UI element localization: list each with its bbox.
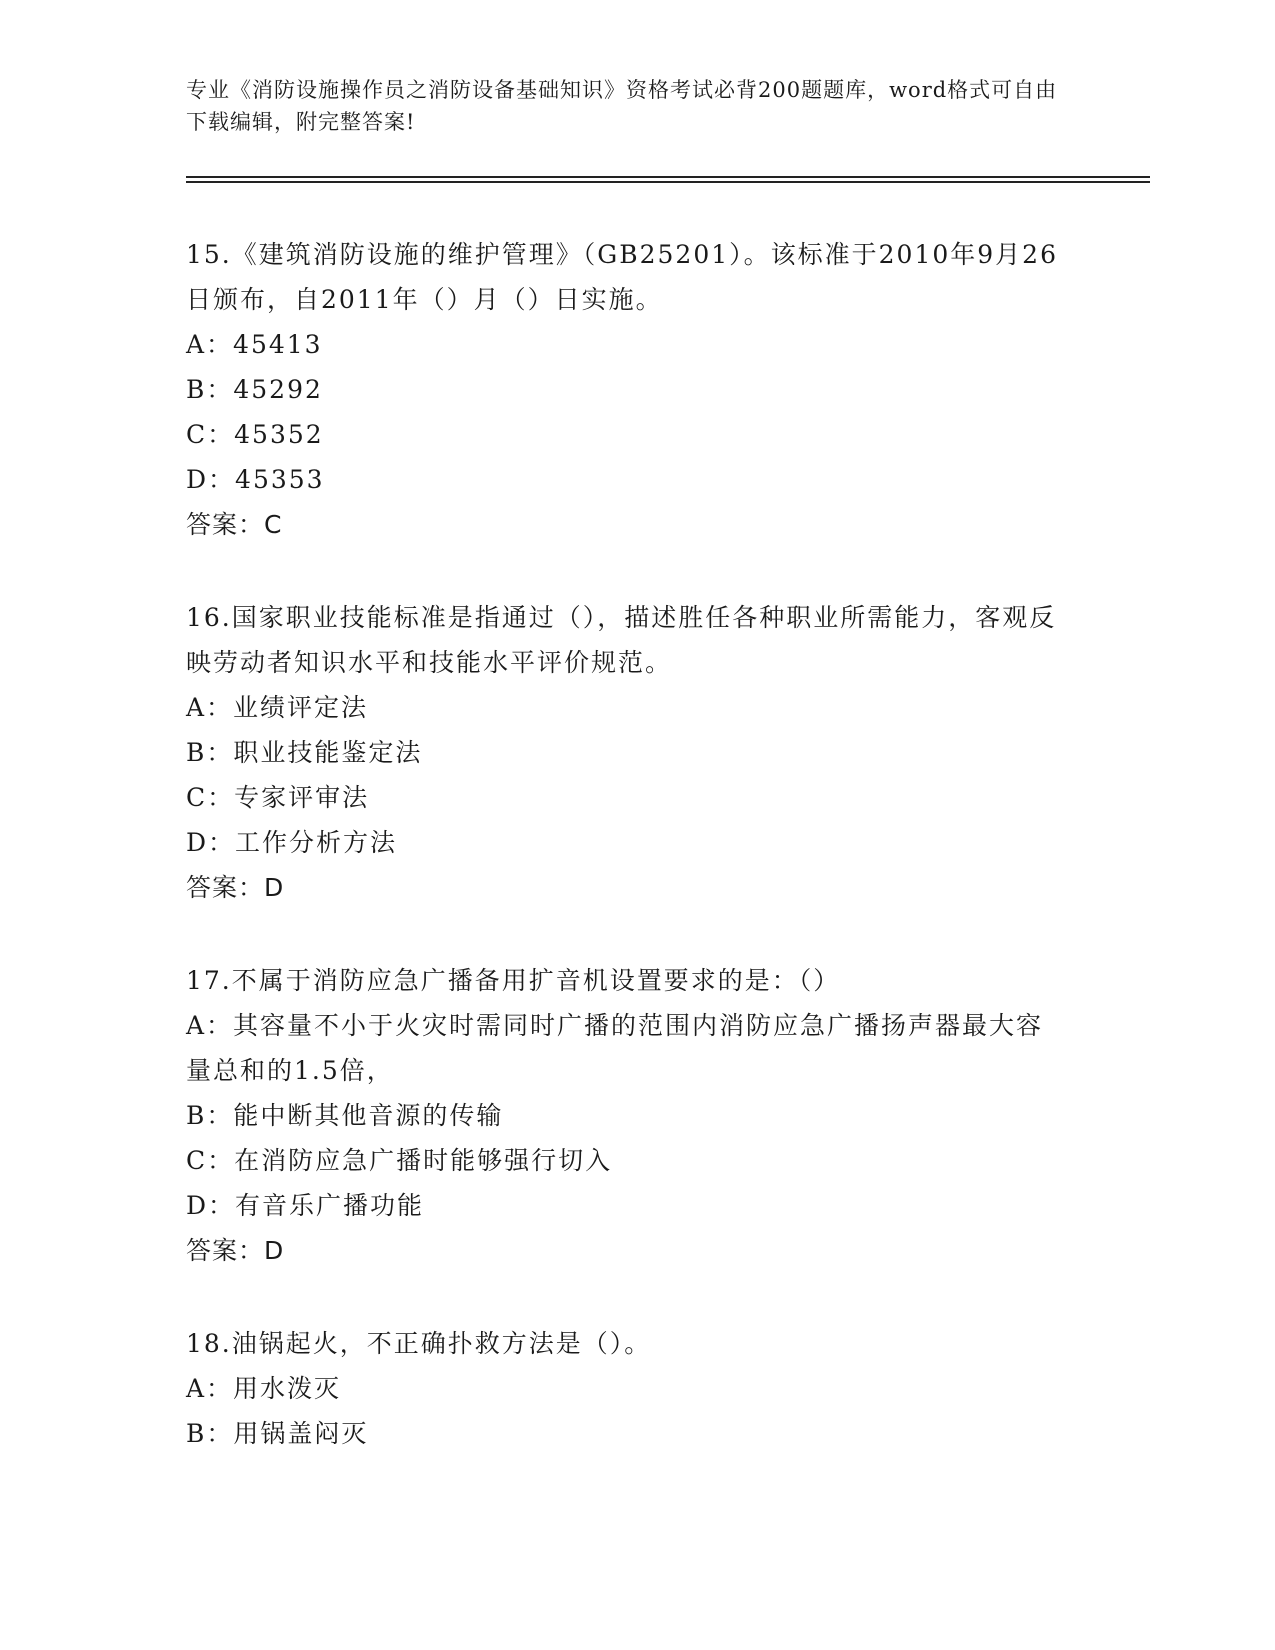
option-b: B：能中断其他音源的传输 bbox=[186, 1101, 504, 1130]
question-17 bbox=[186, 958, 1066, 1273]
option-a: A：业绩评定法 bbox=[186, 693, 369, 722]
option-b: B：职业技能鉴定法 bbox=[186, 738, 423, 767]
option-c: C：在消防应急广播时能够强行切入 bbox=[186, 1146, 613, 1175]
option-d: D：45353 bbox=[186, 465, 325, 494]
question-stem: 15.《建筑消防设施的维护管理》（GB25201）。该标准于2010年9月26日颁布，自2011年（）月（）日实施。 bbox=[186, 240, 1058, 314]
option-c: C：专家评审法 bbox=[186, 783, 370, 812]
header-divider-top bbox=[186, 176, 1150, 178]
question-stem: 17.不属于消防应急广播备用扩音机设置要求的是：（） bbox=[186, 966, 841, 995]
option-a: A：用水泼灭 bbox=[186, 1374, 342, 1403]
option-c: C：45352 bbox=[186, 420, 324, 449]
option-b: B：用锅盖闷灭 bbox=[186, 1419, 369, 1448]
question-18 bbox=[186, 1321, 1066, 1456]
option-b: B：45292 bbox=[186, 375, 323, 404]
option-a: A：其容量不小于火灾时需同时广播的范围内消防应急广播扬声器最大容量总和的1.5倍， bbox=[186, 1011, 1044, 1085]
answer-line: 答案：D bbox=[186, 873, 285, 902]
answer-line: 答案：C bbox=[186, 510, 283, 539]
header-divider-bottom bbox=[186, 181, 1150, 183]
question-stem: 16.国家职业技能标准是指通过（），描述胜任各种职业所需能力，客观反映劳动者知识水平和技能水平评价规范。 bbox=[186, 603, 1057, 677]
answer-line: 答案：D bbox=[186, 1236, 285, 1265]
question-16 bbox=[186, 595, 1066, 910]
option-a: A：45413 bbox=[186, 330, 323, 359]
question-15 bbox=[186, 232, 1066, 547]
question-list bbox=[186, 232, 1066, 1504]
option-d: D：有音乐广播功能 bbox=[186, 1191, 425, 1220]
question-stem: 18.油锅起火，不正确扑救方法是（）。 bbox=[186, 1329, 652, 1358]
option-d: D：工作分析方法 bbox=[186, 828, 398, 857]
document-header: 专业《消防设施操作员之消防设备基础知识》资格考试必背200题题库，word格式可自由下载编辑，附完整答案! bbox=[186, 78, 1058, 134]
